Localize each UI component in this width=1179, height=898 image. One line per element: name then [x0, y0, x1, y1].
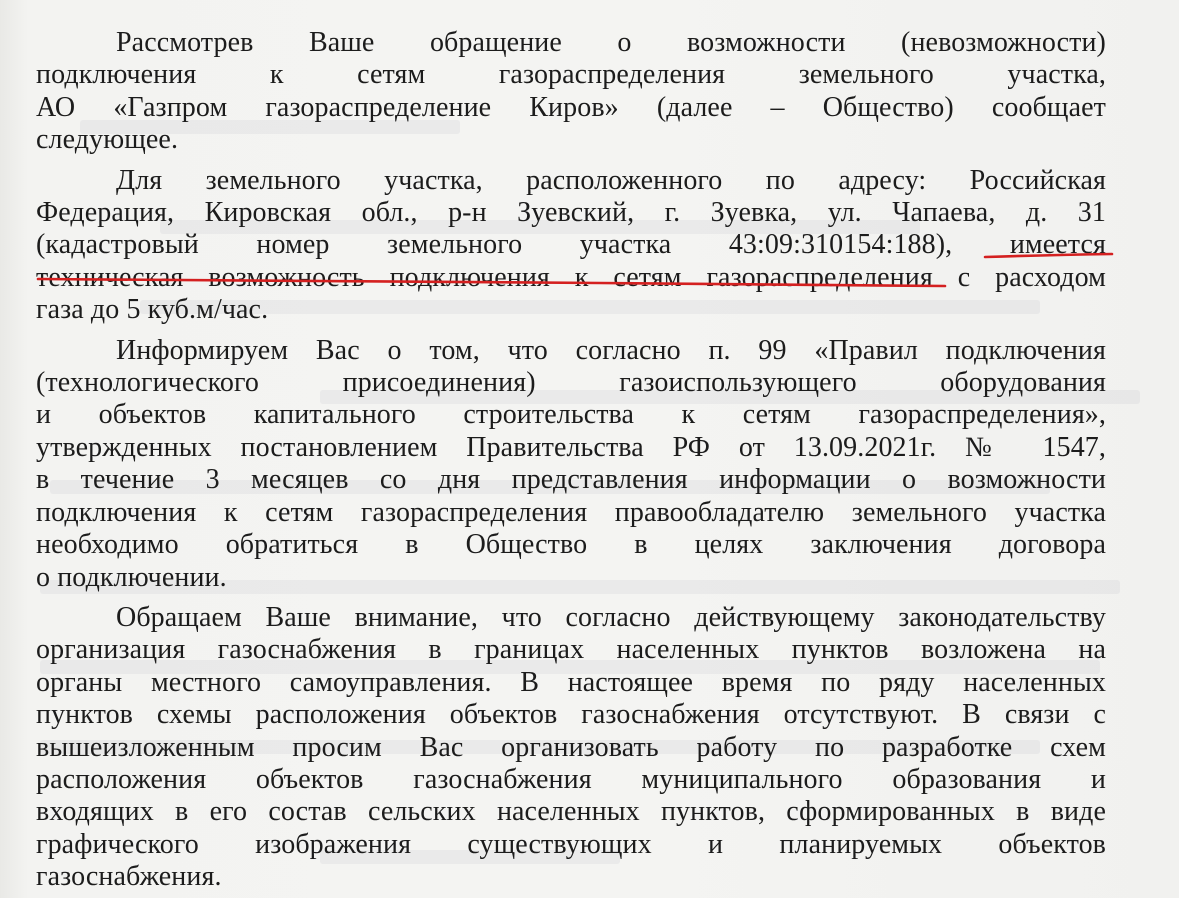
text-line: необходимо обратиться в Общество в целях заключения договора [36, 529, 1106, 561]
text-line: Информируем Вас о том, что согласно п. 99 «Правил подключения [116, 334, 1106, 366]
text-line: Федерация, Кировская обл., р-н Зуевский, г. Зуевка, ул. Чапаева, д. 31 [36, 197, 1106, 229]
letter-body [36, 27, 1106, 898]
paragraph-gas-supply-schemes [36, 602, 1106, 894]
paragraph-land-plot [36, 165, 1106, 327]
text-line-highlighted: техническая возможность подключения к сетям газораспределения с расходом [36, 261, 1106, 293]
text-line: о подключении. [36, 561, 227, 593]
text-line: газа до 5 куб.м/час. [36, 294, 269, 326]
text-line: органы местного самоуправления. В настоящее время по ряду населенных [36, 666, 1106, 698]
text-line: расположения объектов газоснабжения муниципального образования и [36, 763, 1106, 795]
text-line: (технологического присоединения) газоиспользующего оборудования [36, 367, 1106, 399]
text-line: входящих в его состав сельских населенных пунктов, сформированных в виде [36, 796, 1106, 828]
text-line: подключения к сетям газораспределения земельного участка, [36, 59, 1106, 91]
text-line: Для земельного участка, расположенного по адресу: Российская [116, 164, 1106, 196]
text-line: и объектов капитального строительства к сетям газораспределения», [36, 399, 1106, 431]
text-line: АО «Газпром газораспределение Киров» (далее – Общество) сообщает [36, 91, 1106, 123]
text-line: подключения к сетям газораспределения правообладателю земельного участка [36, 496, 1106, 528]
text-line: (кадастровый номер земельного участка 43:09:310154:188), имеется [36, 229, 1106, 261]
paragraph-request-review [36, 27, 1106, 157]
text-line: газоснабжения. [36, 861, 222, 893]
text-line: пунктов схемы расположения объектов газоснабжения отсутствуют. В связи с [36, 699, 1106, 731]
paragraph-connection-rules [36, 335, 1106, 594]
text-line: графического изображения существующих и планируемых объектов [36, 828, 1106, 860]
text-line: в течение 3 месяцев со дня представления информации о возможности [36, 464, 1106, 496]
text-line: Рассмотрев Ваше обращение о возможности (невозможности) [116, 27, 1106, 58]
text-line: утвержденных постановлением Правительства РФ от 13.09.2021г. № 1547, [36, 431, 1106, 463]
text-line: следующее. [36, 124, 179, 156]
text-line: организация газоснабжения в границах населенных пунктов возложена на [36, 634, 1106, 666]
text-line: вышеизложенным просим Вас организовать работу по разработке схем [36, 731, 1106, 763]
text-line: Обращаем Ваше внимание, что согласно действующему законодательству [116, 601, 1106, 633]
